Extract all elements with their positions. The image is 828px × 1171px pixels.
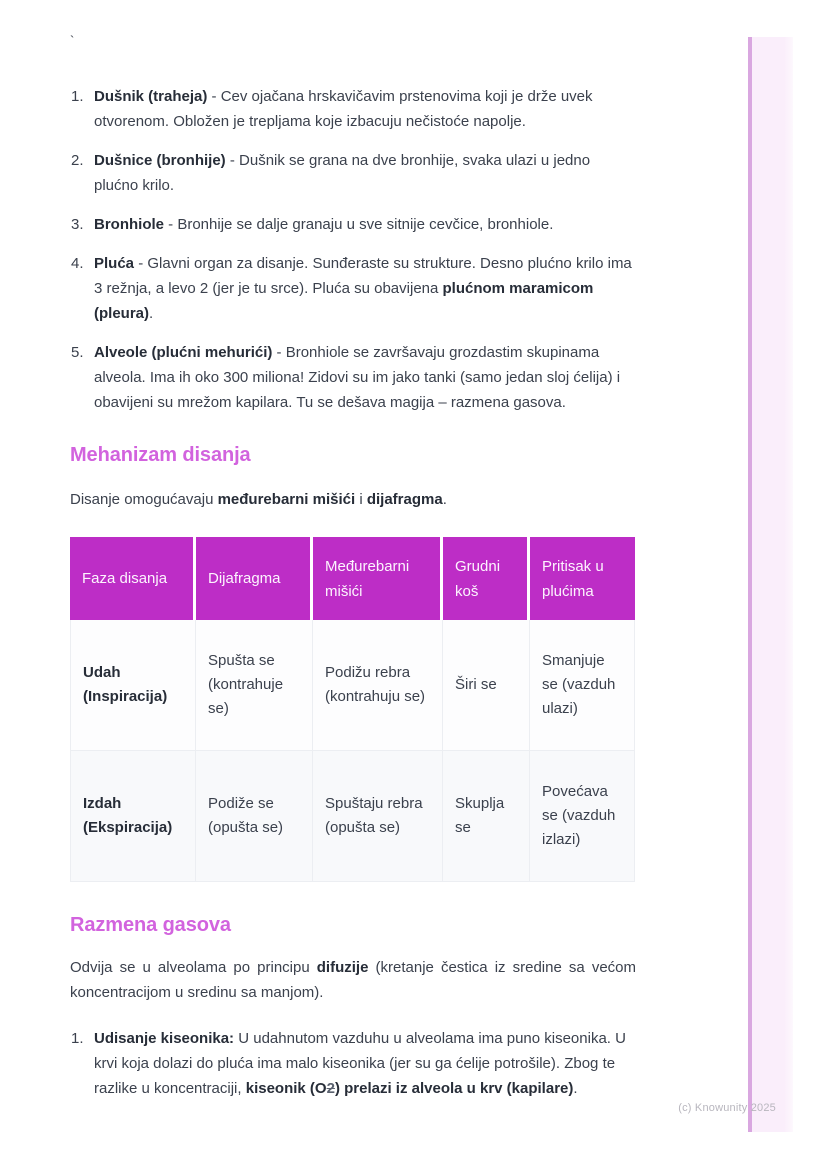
table-cell-pritisak: Povećava se (vazduh izlazi) (542, 783, 616, 848)
list-item-number: 1. (71, 1030, 84, 1047)
breathing-phases-table (70, 537, 635, 882)
list-item-bronhiole (70, 212, 636, 237)
table-header-row (70, 537, 635, 620)
list-item-text: Pluća - Glavni organ za disanje. Sunđeraste su strukture. Desno plućno krilo ima 3 režnja, a levo 2 (jer je tu srce). Pluća su obavijena plućnom maramicom (pleura). (94, 255, 632, 322)
table-header-dijafragma: Dijafragma (196, 537, 313, 620)
list-item-dusnik (70, 84, 636, 134)
list-item-number: 5. (71, 344, 84, 361)
list-item-number: 2. (71, 152, 84, 169)
table-cell-misici: Podižu rebra (kontrahuju se) (313, 620, 443, 751)
list-item-udisanje-kiseonika (70, 1026, 636, 1101)
table-header-faza-disanja: Faza disanja (70, 537, 196, 620)
table-cell-dijafragma: Spušta se (kontrahuje se) (196, 620, 313, 751)
paragraph-mehanizam-intro: Disanje omogućavaju međurebarni mišići i dijafragma. (70, 491, 447, 508)
list-item-text: Udisanje kiseonika: U udahnutom vazduhu u alveolama ima puno kiseonika. U krvi koja dolazi do pluća ima malo kiseonika (jer su ga ćelije potrošile). Zbog te razlike u koncentraciji, kiseonik (O2) prelazi iz alveola u krv (kapilare). (94, 1030, 626, 1097)
table-row-izdah (71, 751, 634, 881)
watermark: (c) Knowunity 2025 (678, 1102, 776, 1114)
table-cell-grudni-kos: Skuplja se (443, 751, 530, 881)
table-header-pritisak-u-plucima: Pritisak u plućima (530, 537, 635, 620)
list-item-number: 3. (71, 216, 84, 233)
paragraph-razmena-intro: Odvija se u alveolama po principu difuzije (kretanje čestica iz sredine sa većom koncentracijom u sredinu sa manjom). (70, 959, 636, 1001)
table-header-medjurebarni-misici: Međurebarni mišići (313, 537, 443, 620)
table-cell-phase: Udah (Inspiracija) (71, 620, 196, 751)
list-item-alveole (70, 340, 636, 415)
list-item-pluca (70, 251, 636, 326)
table-cell-dijafragma: Podiže se (opušta se) (196, 751, 313, 881)
list-item-number: 1. (71, 88, 84, 105)
decorative-pink-strip (748, 37, 793, 1132)
list-item-text: Dušnik (traheja) - Cev ojačana hrskavičavim prstenovima koji je drže uvek otvorenom. Obložen je trepljama koje izbacuju nečistoće napolje. (94, 88, 593, 130)
table-header-grudni-kos: Grudni koš (443, 537, 530, 620)
table-cell-phase: Izdah (Ekspiracija) (71, 751, 196, 881)
list-item-text: Alveole (plućni mehurići) - Bronhiole se završavaju grozdastim skupinama alveola. Ima ih oko 300 miliona! Zidovi su im jako tanki (samo jedan sloj ćelija) i obavijeni su mrežom kapilara. Tu se dešava magija – razmena gasova. (94, 344, 621, 411)
list-item-text: Bronhiole - Bronhije se dalje granaju u sve sitnije cevčice, bronhiole. (94, 216, 554, 233)
section-title-razmena-gasova: Razmena gasova (70, 914, 231, 936)
respiratory-organs-list (70, 84, 636, 415)
list-item-number: 4. (71, 255, 84, 272)
table-cell-grudni-kos: Širi se (443, 620, 530, 751)
table-cell-pritisak: Smanjuje se (vazduh ulazi) (530, 620, 634, 751)
table-body (70, 620, 635, 882)
section-title-mehanizam-disanja: Mehanizam disanja (70, 444, 251, 466)
list-item-dusnice (70, 148, 636, 198)
table-cell-misici: Spuštaju rebra (opušta se) (313, 751, 443, 881)
list-item-text: Dušnice (bronhije) - Dušnik se grana na dve bronhije, svaka ulazi u jedno plućno krilo. (94, 152, 591, 194)
gas-exchange-list (70, 1026, 636, 1101)
table-row-udah (71, 620, 634, 751)
stray-backtick-mark: ` (70, 33, 75, 48)
